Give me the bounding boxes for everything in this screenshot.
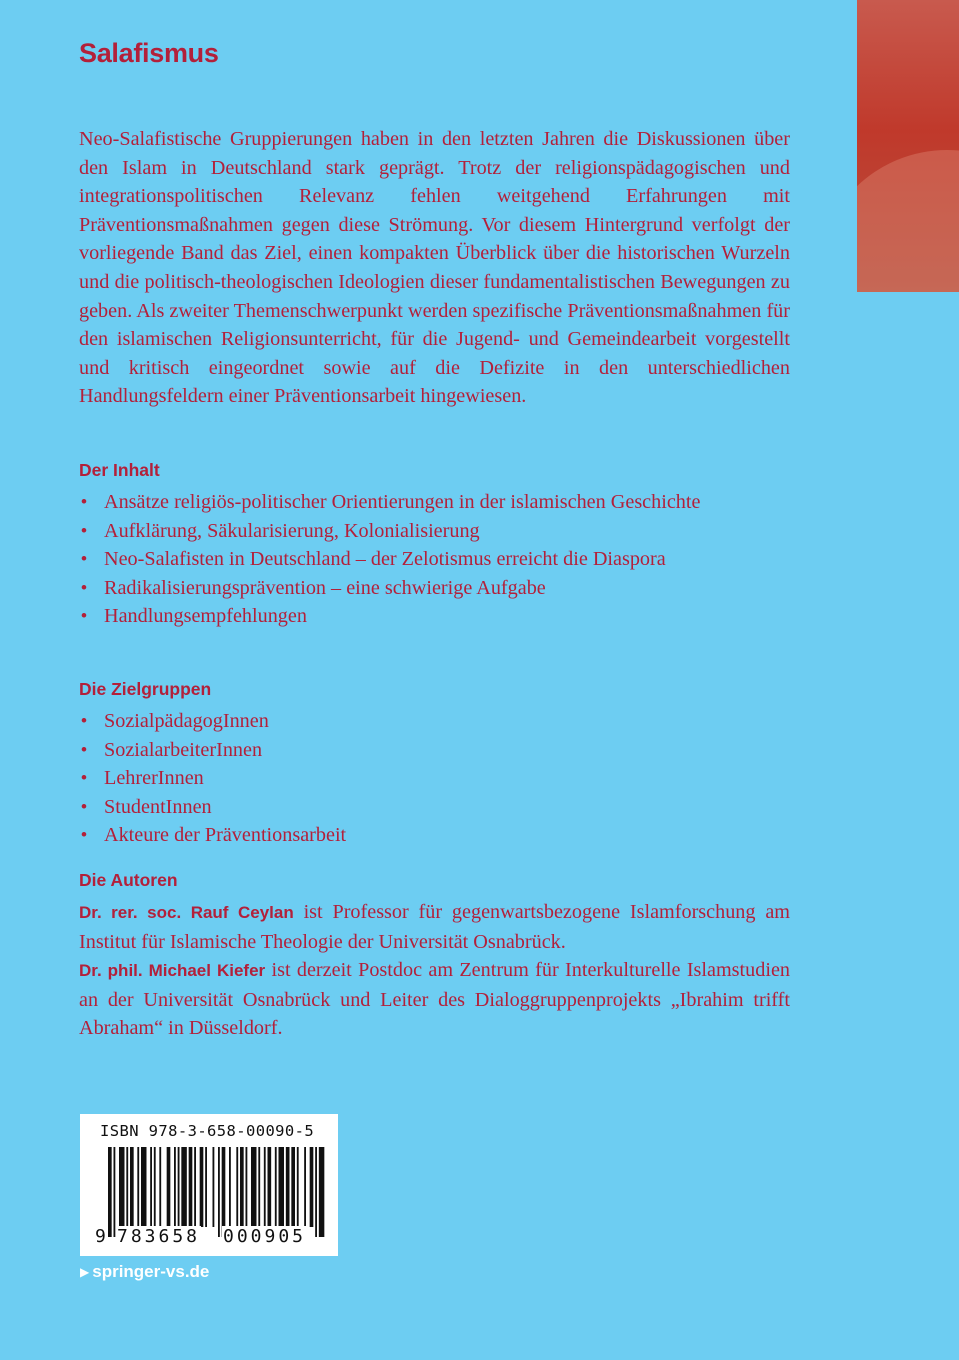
barcode-bar <box>213 1147 215 1227</box>
barcode-bar <box>181 1147 187 1227</box>
barcode-bar <box>264 1147 266 1227</box>
author-bio: ist Professor für gegenwartsbezogene Islamforschung am Institut für Islamische Theologie der Universität Osnabrück. <box>79 901 790 953</box>
barcode-bar <box>194 1147 196 1227</box>
author-name: Dr. phil. Michael Kiefer <box>79 961 266 981</box>
author-name: Dr. rer. soc. Rauf Ceylan <box>79 903 294 922</box>
barcode-bar <box>137 1147 139 1227</box>
zielgruppen-list <box>79 707 790 850</box>
book-title: Salafismus <box>79 38 219 68</box>
ean-right-group: 000905 <box>223 1226 307 1247</box>
barcode-bar <box>218 1147 220 1237</box>
barcode-bar <box>279 1147 285 1227</box>
barcode-bar <box>159 1147 161 1227</box>
isbn-label: ISBN 978-3-658-00090-5 <box>100 1122 315 1140</box>
barcode-bar <box>275 1147 277 1227</box>
barcode-bar <box>236 1147 238 1227</box>
ean-left-group: 783658 <box>117 1226 201 1247</box>
section-heading-autoren: Die Autoren <box>79 870 178 890</box>
list-item: • Akteure der Präventionsarbeit <box>79 821 790 850</box>
barcode-bar <box>141 1147 147 1227</box>
accent-wave-shape <box>857 150 959 292</box>
barcode-bar <box>205 1147 207 1227</box>
section-heading-zielgruppen: Die Zielgruppen <box>79 679 212 699</box>
author-bio: ist derzeit Postdoc am Zentrum für Interkulturelle Islamstudien an der Universität Osnabrück und Leiter des Dialoggruppenprojekts „Ibrahim trifft Abraham“ in Düsseldorf. <box>79 959 790 1040</box>
publisher-link[interactable] <box>80 1262 209 1282</box>
barcode-bar <box>126 1147 128 1227</box>
list-item: • StudentInnen <box>79 793 790 822</box>
inhalt-list <box>79 488 790 631</box>
ean-first-digit: 9 <box>95 1226 106 1247</box>
barcode-bar <box>130 1147 134 1227</box>
section-heading-inhalt: Der Inhalt <box>79 460 160 480</box>
list-item: • LehrerInnen <box>79 764 790 793</box>
barcode-bar <box>268 1147 272 1227</box>
authors-paragraph <box>79 898 790 1043</box>
barcode-bars <box>108 1147 328 1237</box>
barcode-bar <box>310 1147 314 1227</box>
barcode-bar <box>315 1147 317 1237</box>
list-item: • SozialarbeiterInnen <box>79 736 790 765</box>
barcode-bar <box>304 1147 306 1227</box>
barcode-bar <box>178 1147 180 1227</box>
barcode-bar <box>174 1147 176 1227</box>
barcode-bar <box>167 1147 171 1227</box>
barcode-bar <box>291 1147 295 1227</box>
barcode-bar <box>154 1147 156 1227</box>
barcode-bar <box>114 1147 116 1237</box>
barcode-bar <box>229 1147 231 1227</box>
play-arrow-icon: ▶ <box>80 1265 90 1279</box>
list-item: • Neo-Salafisten in Deutschland – der Zelotismus erreicht die Diaspora <box>79 545 790 574</box>
red-accent-tab <box>857 0 959 292</box>
list-item: • Handlungsempfehlungen <box>79 602 790 631</box>
barcode-bar <box>251 1147 257 1227</box>
barcode-bar <box>150 1147 152 1227</box>
publisher-url: springer-vs.de <box>92 1262 210 1281</box>
intro-paragraph: Neo-Salafistische Gruppierungen haben in den letzten Jahren die Diskussionen über den Islam in Deutschland stark geprägt. Trotz der religionspädagogischen und integrationspolitischen Relevanz fehlen weitgehend Erfahrungen mit Präventionsmaßnahmen gegen diese Strömung. Vor diesem Hintergrund verfolgt der vorliegende Band das Ziel, einen kompakten Überblick über die historischen Wurzeln und die politisch-theologischen Ideologien dieser fundamentalistischen Bewegungen zu geben. Als zweiter Themenschwerpunkt werden spezifische Präventionsmaßnahmen für den islamischen Religionsunterricht, für die Jugend- und Gemeindearbeit vorgestellt und kritisch eingeordnet sowie auf die Defizite in den unterschiedlichen Handlungsfeldern einer Präventionsarbeit hingewiesen. <box>79 128 790 408</box>
barcode-bar <box>246 1147 248 1227</box>
barcode-bar <box>297 1147 299 1227</box>
barcode-bar <box>319 1147 325 1237</box>
barcode-bar <box>286 1147 290 1227</box>
barcode-bar <box>258 1147 260 1227</box>
list-item: • SozialpädagogInnen <box>79 707 790 736</box>
barcode-bar <box>200 1147 204 1227</box>
list-item: • Radikalisierungsprävention – eine schwierige Aufgabe <box>79 574 790 603</box>
barcode-bar <box>108 1147 112 1237</box>
barcode-bar <box>240 1147 244 1227</box>
list-item: • Aufklärung, Säkularisierung, Kolonialisierung <box>79 517 790 546</box>
barcode-bar <box>222 1147 226 1237</box>
list-item: • Ansätze religiös-politischer Orientierungen in der islamischen Geschichte <box>79 488 790 517</box>
barcode-bar <box>119 1147 125 1227</box>
isbn-barcode <box>80 1114 338 1256</box>
barcode-bar <box>189 1147 193 1227</box>
